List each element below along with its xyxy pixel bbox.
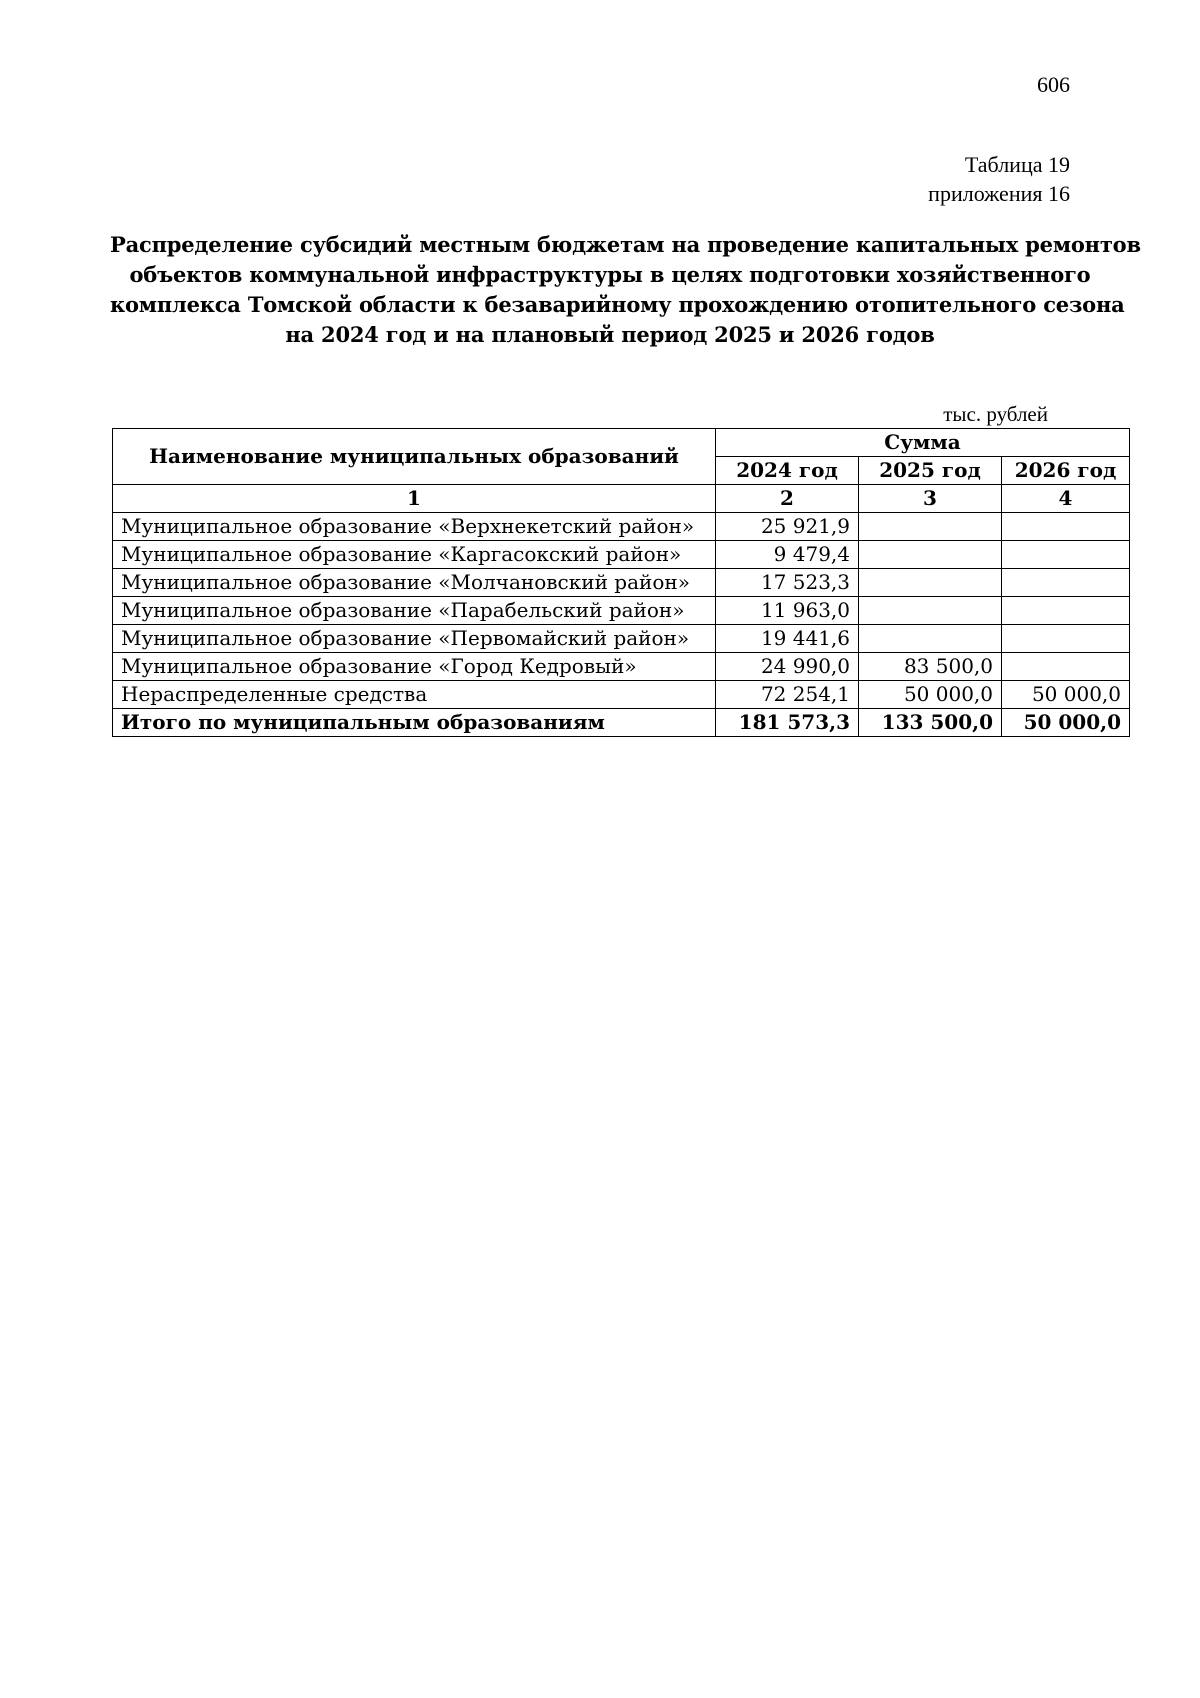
header-year-2026: 2026 год (1002, 457, 1130, 485)
row-value-2024: 17 523,3 (716, 569, 859, 597)
header-year-2024: 2024 год (716, 457, 859, 485)
total-row (113, 709, 1130, 737)
row-value-2025 (859, 513, 1002, 541)
row-value-2026 (1002, 625, 1130, 653)
units-label: тыс. рублей (943, 402, 1048, 426)
row-name: Муниципальное образование «Каргасокский район» (113, 541, 716, 569)
row-value-2024: 25 921,9 (716, 513, 859, 541)
table-row (113, 653, 1130, 681)
column-number: 3 (859, 485, 1002, 513)
table-row (113, 625, 1130, 653)
column-number: 1 (113, 485, 716, 513)
table-reference (928, 150, 1070, 208)
row-value-2025: 50 000,0 (859, 681, 1002, 709)
row-value-2025 (859, 569, 1002, 597)
row-value-2025: 83 500,0 (859, 653, 1002, 681)
row-value-2026 (1002, 541, 1130, 569)
title-line: объектов коммунальной инфраструктуры в целях подготовки хозяйственного (129, 262, 1091, 287)
row-name: Нераспределенные средства (113, 681, 716, 709)
title-line: на 2024 год и на плановый период 2025 и 2026 годов (285, 322, 935, 347)
table-row (113, 569, 1130, 597)
row-value-2024: 11 963,0 (716, 597, 859, 625)
column-number: 4 (1002, 485, 1130, 513)
header-sum: Сумма (716, 429, 1130, 457)
row-name: Муниципальное образование «Верхнекетский район» (113, 513, 716, 541)
row-value-2024: 72 254,1 (716, 681, 859, 709)
document-title (110, 230, 1141, 350)
total-value-2024: 181 573,3 (716, 709, 859, 737)
subsidy-table (112, 428, 1130, 737)
appendix-number: приложения 16 (928, 181, 1070, 206)
row-value-2026 (1002, 597, 1130, 625)
row-value-2025 (859, 541, 1002, 569)
page-number: 606 (1037, 72, 1070, 97)
row-name: Муниципальное образование «Молчановский район» (113, 569, 716, 597)
header-year-2025: 2025 год (859, 457, 1002, 485)
title-line: Распределение субсидий местным бюджетам на проведение капитальных ремонтов (110, 232, 1141, 257)
title-line: комплекса Томской области к безаварийному прохождению отопительного сезона (110, 292, 1125, 317)
row-value-2026: 50 000,0 (1002, 681, 1130, 709)
row-value-2026 (1002, 569, 1130, 597)
row-name: Муниципальное образование «Город Кедровый» (113, 653, 716, 681)
row-name: Муниципальное образование «Парабельский район» (113, 597, 716, 625)
table-row (113, 681, 1130, 709)
header-name: Наименование муниципальных образований (113, 429, 716, 485)
table-row (113, 541, 1130, 569)
column-number: 2 (716, 485, 859, 513)
row-value-2024: 19 441,6 (716, 625, 859, 653)
row-value-2025 (859, 625, 1002, 653)
row-name: Муниципальное образование «Первомайский район» (113, 625, 716, 653)
row-value-2025 (859, 597, 1002, 625)
table-row (113, 597, 1130, 625)
table-row (113, 513, 1130, 541)
total-value-2025: 133 500,0 (859, 709, 1002, 737)
row-value-2026 (1002, 513, 1130, 541)
total-value-2026: 50 000,0 (1002, 709, 1130, 737)
row-value-2024: 9 479,4 (716, 541, 859, 569)
total-label: Итого по муниципальным образованиям (113, 709, 716, 737)
column-numbers-row (113, 485, 1130, 513)
row-value-2024: 24 990,0 (716, 653, 859, 681)
row-value-2026 (1002, 653, 1130, 681)
table-number: Таблица 19 (964, 152, 1070, 177)
header-row (113, 429, 1130, 457)
